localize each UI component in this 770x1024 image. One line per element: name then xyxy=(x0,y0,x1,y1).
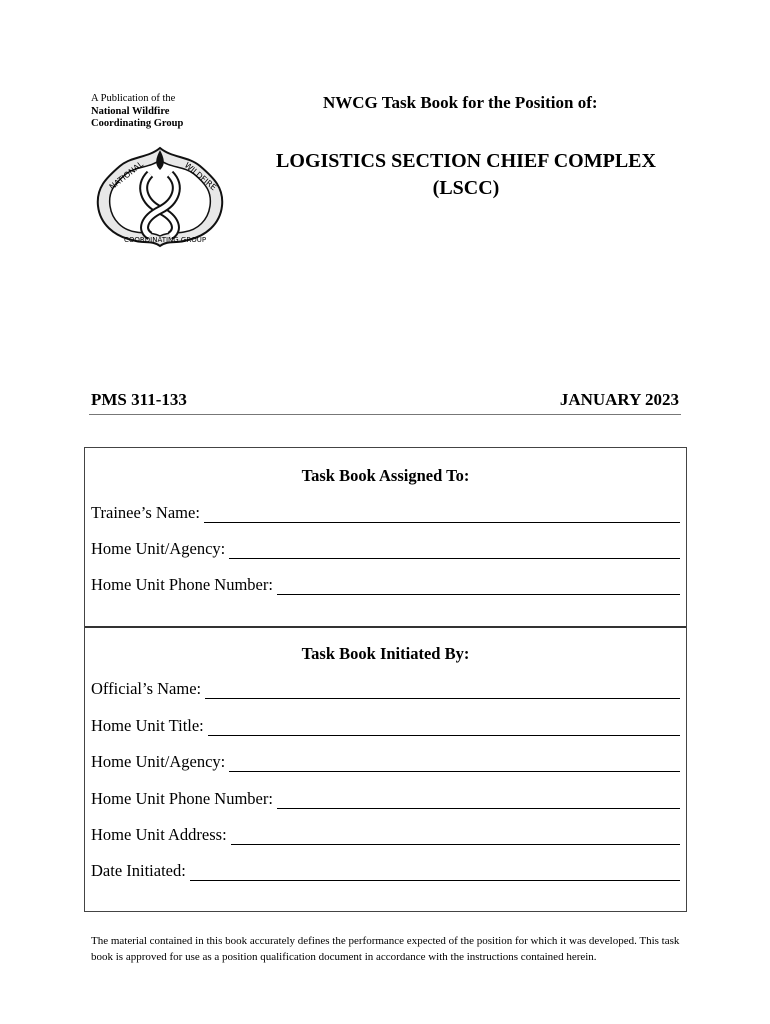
fill-line[interactable] xyxy=(208,720,680,736)
date-initiated-field[interactable] xyxy=(91,861,680,881)
task-book-subtitle: NWCG Task Book for the Position of: xyxy=(323,93,598,112)
header-divider xyxy=(89,414,681,415)
field-label: Home Unit Phone Number: xyxy=(91,575,273,594)
home-unit-phone-field[interactable] xyxy=(91,575,680,595)
position-title xyxy=(250,148,682,202)
pms-number: PMS 311-133 xyxy=(91,390,187,409)
trainee-name-field[interactable] xyxy=(91,503,680,523)
field-label: Home Unit Phone Number: xyxy=(91,789,273,808)
assigned-to-section xyxy=(84,447,687,628)
home-unit-agency-field[interactable] xyxy=(91,752,680,772)
svg-text:NATIONAL: NATIONAL xyxy=(107,159,145,192)
field-label: Home Unit/Agency: xyxy=(91,752,226,771)
footer-statement: The material contained in this book accurately defines the performance expected of the position for which it was developed. This task book is approved for use as a position qualification document in accordance with the instructions contained herein. xyxy=(91,935,680,963)
official-name-field[interactable] xyxy=(91,679,680,699)
fill-line[interactable] xyxy=(277,579,680,595)
field-label: Home Unit/Agency: xyxy=(91,539,226,558)
initiated-by-section xyxy=(84,625,687,912)
fill-line[interactable] xyxy=(231,829,680,845)
field-label: Home Unit Title: xyxy=(91,716,204,735)
svg-text:COORDINATING GROUP: COORDINATING GROUP xyxy=(124,236,207,244)
publication-date: JANUARY 2023 xyxy=(559,390,679,409)
field-label: Trainee’s Name: xyxy=(91,503,200,522)
initiated-by-heading: Task Book Initiated By: xyxy=(301,644,470,663)
assigned-to-heading: Task Book Assigned To: xyxy=(301,466,470,485)
svg-text:WILDFIRE: WILDFIRE xyxy=(182,160,218,193)
fill-line[interactable] xyxy=(190,865,680,881)
fill-line[interactable] xyxy=(204,507,680,523)
publisher-block xyxy=(91,93,183,131)
field-label: Date Initiated: xyxy=(91,861,186,880)
home-unit-title-field[interactable] xyxy=(91,716,680,736)
field-label: Official’s Name: xyxy=(91,679,202,698)
field-label: Home Unit Address: xyxy=(91,825,227,844)
publisher-line-2: National Wildfire xyxy=(91,105,170,117)
home-unit-agency-field[interactable] xyxy=(91,539,680,559)
nwcg-seal-icon xyxy=(92,144,228,248)
position-title-line-2: (LSCC) xyxy=(432,177,500,199)
publisher-line-3: Coordinating Group xyxy=(91,118,184,129)
fill-line[interactable] xyxy=(229,756,680,772)
fill-line[interactable] xyxy=(277,793,680,809)
fill-line[interactable] xyxy=(205,683,680,699)
home-unit-address-field[interactable] xyxy=(91,825,680,845)
publisher-line-1: A Publication of the xyxy=(91,93,176,104)
home-unit-phone-field[interactable] xyxy=(91,789,680,809)
position-title-line-1: LOGISTICS SECTION CHIEF COMPLEX xyxy=(276,150,656,172)
fill-line[interactable] xyxy=(229,543,680,559)
